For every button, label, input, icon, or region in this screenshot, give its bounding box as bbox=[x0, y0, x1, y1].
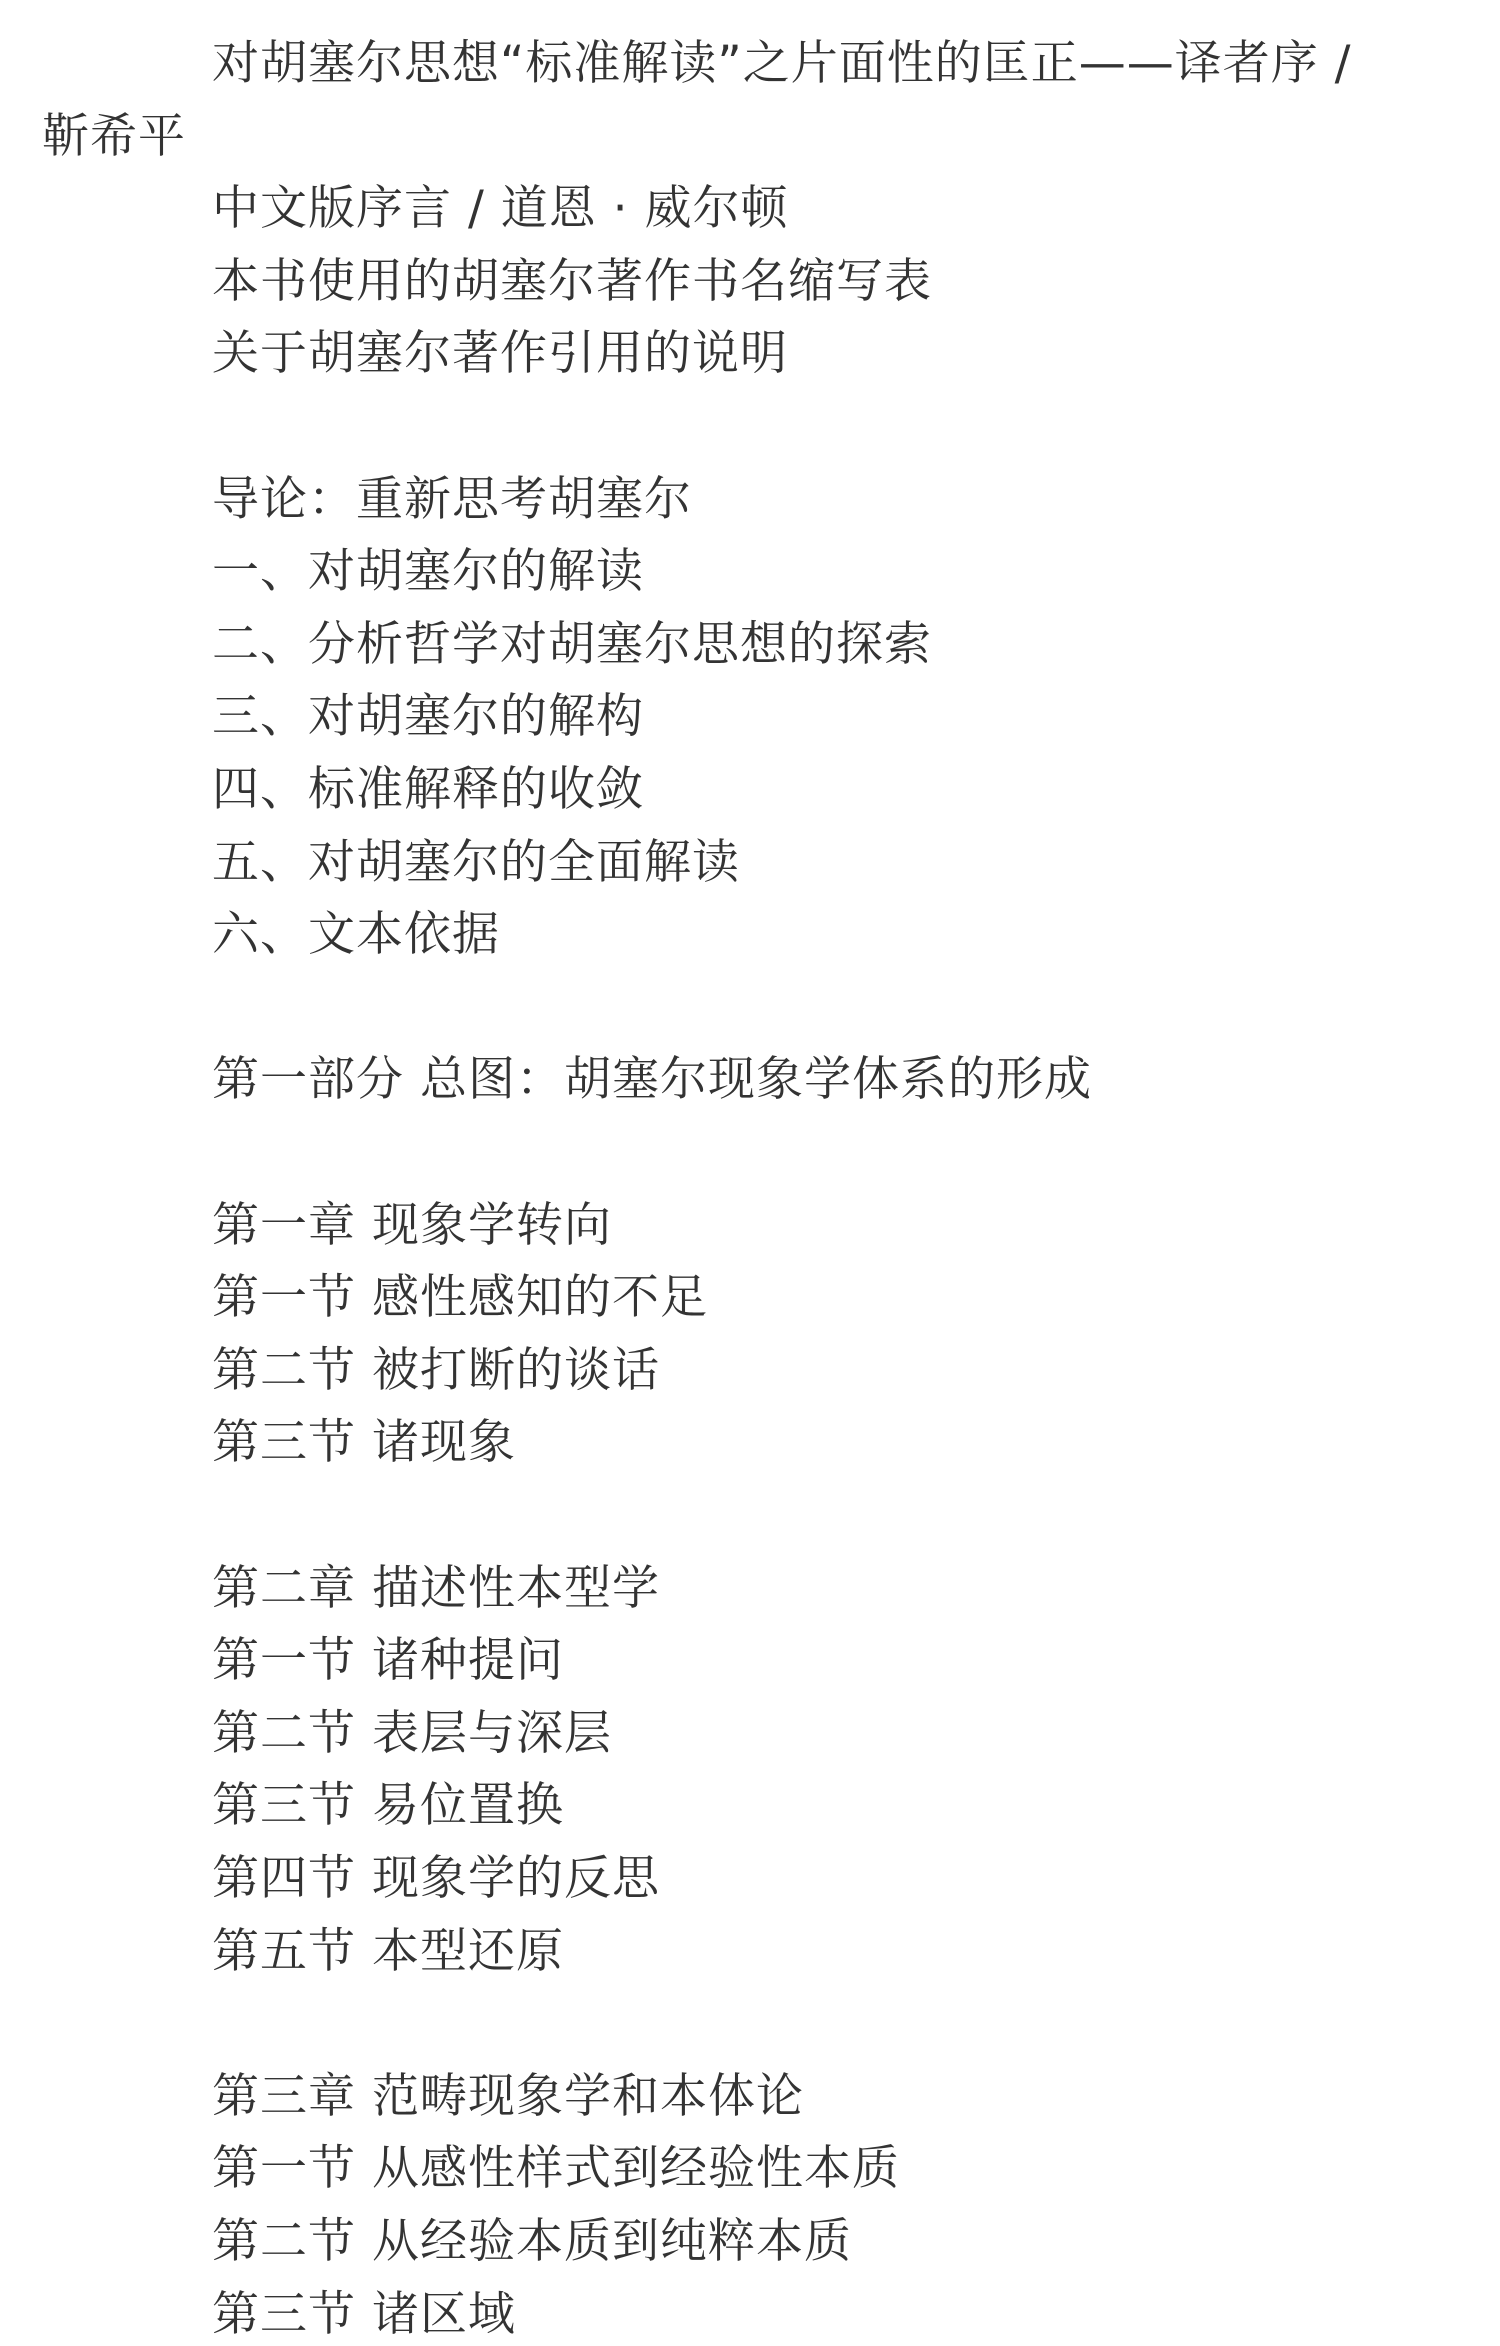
toc-line: 第一部分 总图：胡塞尔现象学体系的形成 bbox=[212, 1052, 1092, 1108]
toc-line: 第五节 本型还原 bbox=[212, 1923, 564, 1979]
toc-line: 第二章 描述性本型学 bbox=[212, 1560, 660, 1616]
toc-line: 导论：重新思考胡塞尔 bbox=[212, 471, 692, 527]
toc-line: 本书使用的胡塞尔著作书名缩写表 bbox=[212, 253, 932, 309]
toc-line: 一、对胡塞尔的解读 bbox=[212, 544, 644, 600]
toc-line: 靳希平 bbox=[42, 108, 186, 164]
toc-line: 第三节 诸区域 bbox=[212, 2286, 516, 2342]
toc-line: 第三节 易位置换 bbox=[212, 1778, 564, 1834]
toc-line: 第二节 表层与深层 bbox=[212, 1705, 612, 1761]
toc-line: 第一章 现象学转向 bbox=[212, 1197, 612, 1253]
toc-line: 对胡塞尔思想“标准解读”之片面性的匡正——译者序 / bbox=[212, 36, 1352, 91]
toc-line: 第四节 现象学的反思 bbox=[212, 1851, 660, 1906]
toc-line: 三、对胡塞尔的解构 bbox=[212, 689, 644, 745]
toc-line: 第一节 感性感知的不足 bbox=[212, 1270, 708, 1326]
toc-line: 五、对胡塞尔的全面解读 bbox=[212, 834, 740, 890]
toc-line: 第三节 诸现象 bbox=[212, 1415, 516, 1471]
toc-line: 第一节 从感性样式到经验性本质 bbox=[212, 2141, 900, 2197]
toc-line: 第一节 诸种提问 bbox=[212, 1633, 564, 1689]
toc-line: 四、标准解释的收敛 bbox=[212, 762, 644, 817]
toc-line: 中文版序言 / 道恩 · 威尔顿 bbox=[212, 181, 789, 237]
toc-line: 第三章 范畴现象学和本体论 bbox=[212, 2068, 804, 2124]
toc-line: 第二节 被打断的谈话 bbox=[212, 1342, 660, 1398]
toc-line: 第二节 从经验本质到纯粹本质 bbox=[212, 2214, 852, 2269]
toc-line: 关于胡塞尔著作引用的说明 bbox=[212, 326, 788, 382]
toc-line: 二、分析哲学对胡塞尔思想的探索 bbox=[212, 616, 932, 672]
toc-line: 六、文本依据 bbox=[212, 907, 500, 963]
